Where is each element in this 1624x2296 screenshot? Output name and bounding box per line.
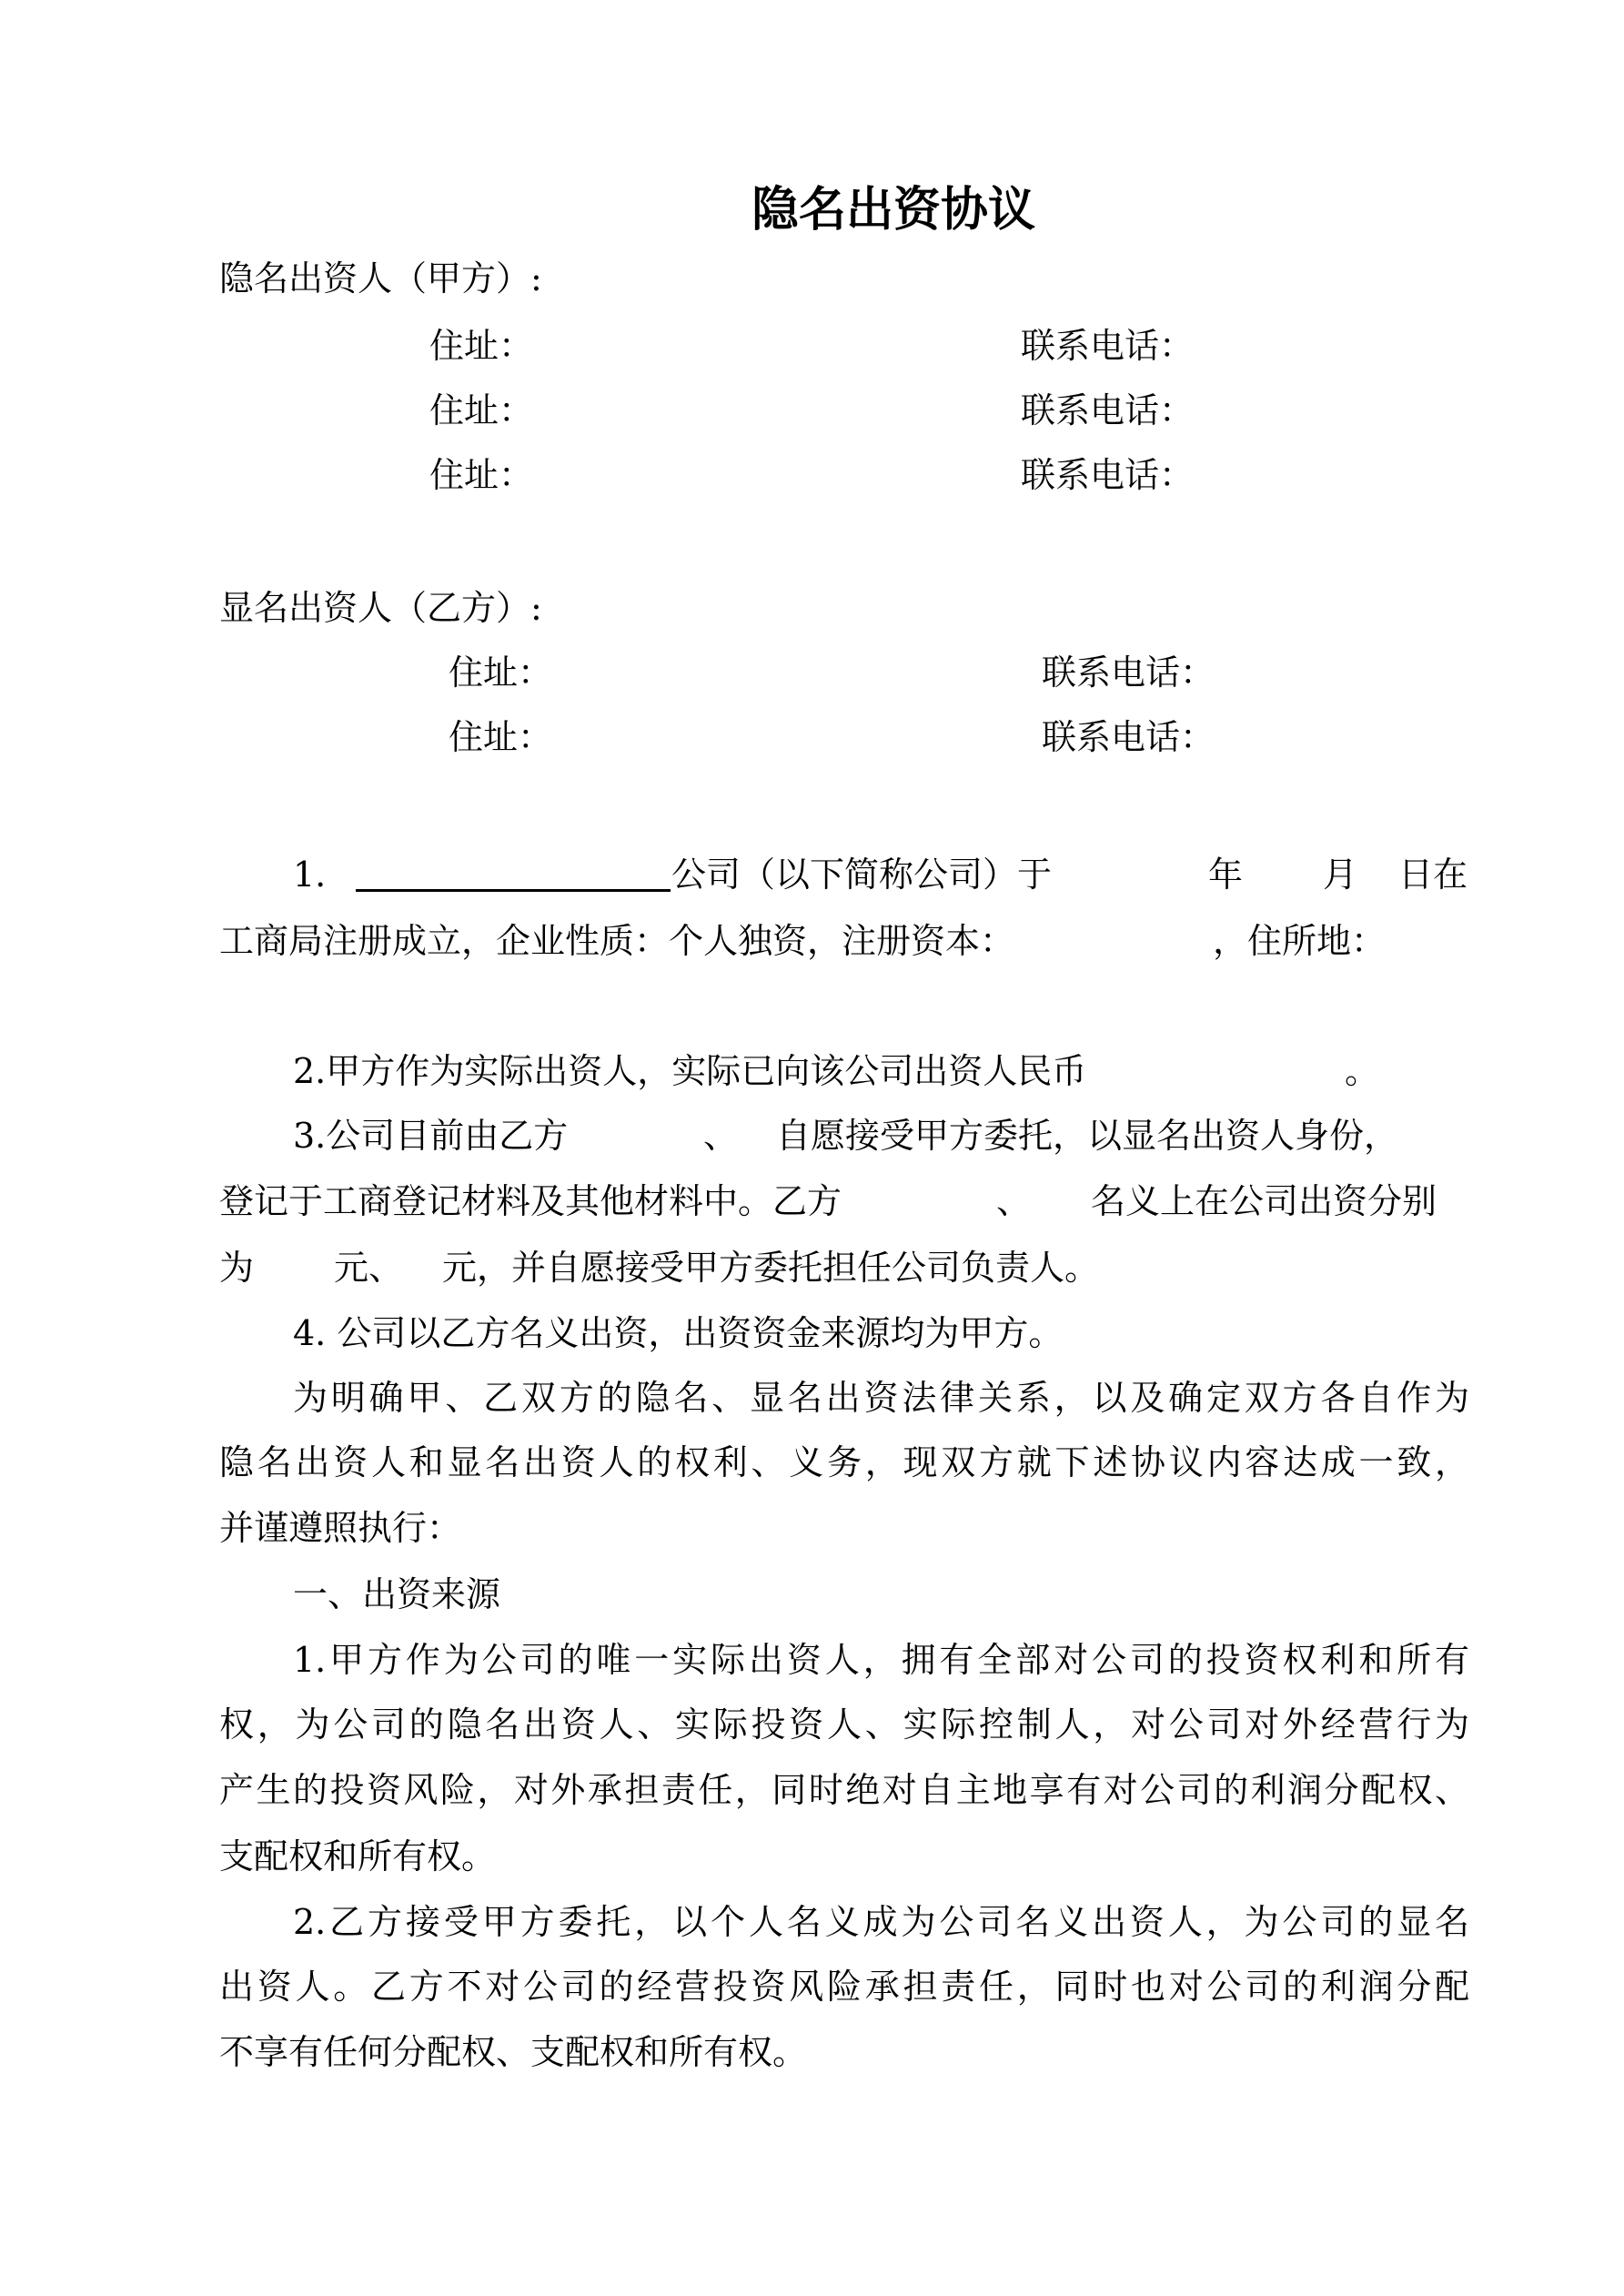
preamble-line: 并谨遵照执行： <box>219 1508 462 1548</box>
preamble-line: 隐名出资人和显名出资人的权利、义务，现双方就下述协议内容达成一致， <box>219 1442 1469 1482</box>
clause-text: 元、 <box>334 1248 404 1288</box>
clause-text: 公司（以下简称公司）于 <box>671 855 1053 895</box>
party-a-phone-label: 联系电话： <box>1021 390 1195 430</box>
clause-text: 为 <box>219 1248 255 1288</box>
section-1-p2-line: 2.乙方接受甲方委托，以个人名义成为公司名义出资人，为公司的显名 <box>293 1902 1469 1942</box>
clause-text: 3.公司目前由乙方 <box>293 1116 569 1156</box>
section-1-p1-line: 1.甲方作为公司的唯一实际出资人，拥有全部对公司的投资权利和所有 <box>293 1640 1469 1680</box>
clause-text: 元，并自愿接受甲方委托担任公司负责人。 <box>442 1248 1100 1288</box>
section-1-p1-line: 产生的投资风险，对外承担责任，同时绝对自主地享有对公司的利润分配权、 <box>219 1770 1469 1810</box>
clause-text: 名义上在公司出资分别 <box>1091 1181 1437 1221</box>
clause-text: 登记于工商登记材料及其他材料中。乙方 <box>219 1181 842 1221</box>
party-b-address-label: 住址： <box>449 717 553 757</box>
day-label: 日在 <box>1398 855 1468 895</box>
section-1-p1-line: 支配权和所有权。 <box>219 1836 497 1876</box>
party-a-address-label: 住址： <box>429 390 534 430</box>
party-a-address-label: 住址： <box>429 455 534 495</box>
party-b-phone-label: 联系电话： <box>1042 717 1215 757</box>
year-label: 年 <box>1208 855 1244 895</box>
section-1-p2-line: 出资人。乙方不对公司的经营投资风险承担责任，同时也对公司的利润分配 <box>219 1967 1469 2007</box>
party-a-phone-label: 联系电话： <box>1021 326 1195 366</box>
clause-1-line-1 <box>219 853 1469 896</box>
party-b-phone-label: 联系电话： <box>1042 652 1215 693</box>
clause-3-line-2 <box>219 1179 1469 1223</box>
clause-text: 2.甲方作为实际出资人，实际已向该公司出资人民币 <box>293 1051 1087 1091</box>
party-a-heading: 隐名出资人（甲方）: <box>219 258 542 298</box>
clause-2 <box>219 1049 1469 1093</box>
clause-text: 。 <box>1345 1051 1380 1091</box>
clause-text: ，住所地： <box>1213 921 1387 961</box>
clause-number: 1. <box>293 855 327 895</box>
clause-text: 、 <box>703 1116 739 1156</box>
party-b-address-label: 住址： <box>449 652 553 693</box>
section-1-p2-line: 不享有任何分配权、支配权和所有权。 <box>219 2032 808 2072</box>
company-name-blank <box>356 889 671 892</box>
preamble-line: 为明确甲、乙双方的隐名、显名出资法律关系，以及确定双方各自作为 <box>293 1378 1469 1418</box>
month-label: 月 <box>1323 855 1358 895</box>
document-title: 隐名出资协议 <box>751 183 1035 238</box>
party-a-phone-label: 联系电话： <box>1021 455 1195 495</box>
section-1-heading: 一、出资来源 <box>293 1574 501 1614</box>
clause-text: 工商局注册成立，企业性质：个人独资，注册资本： <box>219 921 1015 961</box>
clause-3-line-3 <box>219 1246 1469 1290</box>
party-b-heading: 显名出资人（乙方）: <box>219 588 542 628</box>
clause-text: 、 <box>996 1181 1032 1221</box>
clause-text: 自愿接受甲方委托，以显名出资人身份， <box>776 1116 1399 1156</box>
clause-1-line-2 <box>219 919 1469 963</box>
party-a-address-label: 住址： <box>429 326 534 366</box>
clause-3-line-1 <box>219 1114 1469 1158</box>
section-1-p1-line: 权，为公司的隐名出资人、实际投资人、实际控制人，对公司对外经营行为 <box>219 1704 1469 1745</box>
clause-4: 4. 公司以乙方名义出资，出资资金来源均为甲方。 <box>293 1313 1064 1353</box>
